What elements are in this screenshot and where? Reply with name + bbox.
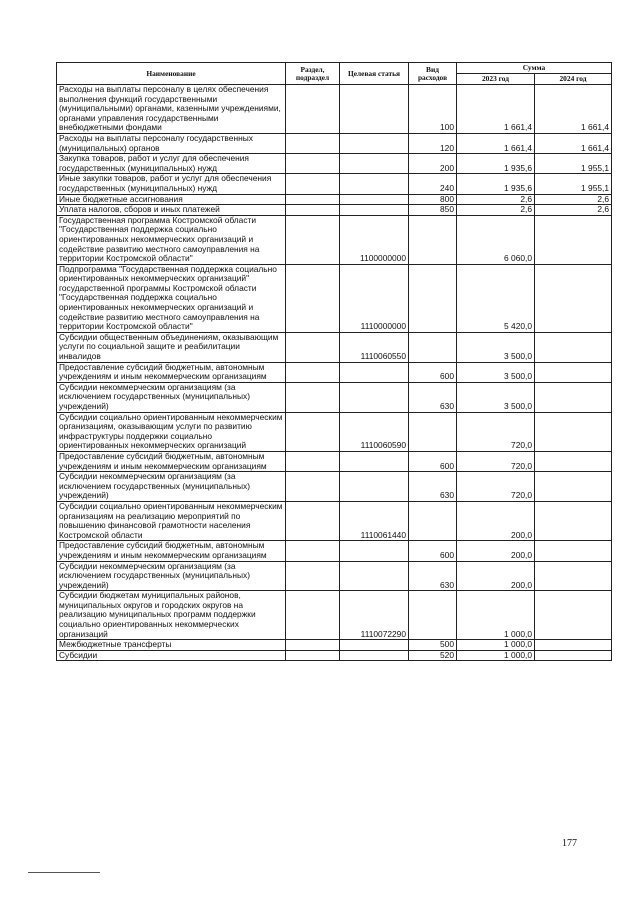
cell-name: Расходы на выплаты персоналу в целях обеспечения выполнения функций государственными (муниципальными) органами, казенными учреждениями, органами управления государственными внебюджетными фондами bbox=[57, 85, 286, 134]
cell-section bbox=[286, 472, 340, 502]
table-row bbox=[57, 215, 612, 264]
cell-2024 bbox=[535, 591, 612, 640]
cell-type: 500 bbox=[409, 640, 457, 651]
cell-type: 100 bbox=[409, 85, 457, 134]
cell-section bbox=[286, 133, 340, 153]
table-row bbox=[57, 472, 612, 502]
cell-2023: 200,0 bbox=[457, 561, 535, 591]
header-name: Наименование bbox=[57, 63, 286, 85]
cell-2023: 1 935,6 bbox=[457, 174, 535, 194]
cell-type bbox=[409, 332, 457, 362]
cell-2023: 5 420,0 bbox=[457, 264, 535, 332]
header-section: Раздел, подраздел bbox=[286, 63, 340, 85]
cell-name: Предоставление субсидий бюджетным, автономным учреждениям и иным некоммерческим организациям bbox=[57, 362, 286, 382]
table-body bbox=[57, 85, 612, 661]
cell-2023: 3 500,0 bbox=[457, 362, 535, 382]
cell-2024 bbox=[535, 501, 612, 540]
cell-target: 1110060550 bbox=[340, 332, 409, 362]
cell-name: Предоставление субсидий бюджетным, автономным учреждениям и иным некоммерческим организациям bbox=[57, 451, 286, 471]
cell-section bbox=[286, 412, 340, 451]
cell-section bbox=[286, 194, 340, 205]
cell-2023: 200,0 bbox=[457, 501, 535, 540]
table-row bbox=[57, 174, 612, 194]
cell-2023: 720,0 bbox=[457, 451, 535, 471]
cell-name: Субсидии некоммерческим организациям (за исключением государственных (муниципальных) учреждений) bbox=[57, 472, 286, 502]
cell-2024 bbox=[535, 215, 612, 264]
table-row bbox=[57, 362, 612, 382]
cell-target bbox=[340, 174, 409, 194]
cell-target bbox=[340, 133, 409, 153]
cell-section bbox=[286, 174, 340, 194]
footnote-divider bbox=[28, 872, 100, 873]
table-row bbox=[57, 640, 612, 651]
table-row bbox=[57, 591, 612, 640]
table-row bbox=[57, 412, 612, 451]
cell-2024 bbox=[535, 451, 612, 471]
cell-target: 1110061440 bbox=[340, 501, 409, 540]
cell-name: Субсидии общественным объединениям, оказывающим услуги по социальной защите и реабилитации инвалидов bbox=[57, 332, 286, 362]
cell-target bbox=[340, 640, 409, 651]
cell-2023: 3 500,0 bbox=[457, 382, 535, 412]
header-type: Вид расходов bbox=[409, 63, 457, 85]
cell-section bbox=[286, 650, 340, 661]
cell-section bbox=[286, 451, 340, 471]
header-year-2023: 2023 год bbox=[457, 74, 535, 85]
cell-2024 bbox=[535, 561, 612, 591]
cell-2024: 1 955,1 bbox=[535, 174, 612, 194]
table-row bbox=[57, 332, 612, 362]
cell-type: 600 bbox=[409, 541, 457, 561]
cell-type: 520 bbox=[409, 650, 457, 661]
page-number: 177 bbox=[562, 838, 577, 849]
cell-type: 240 bbox=[409, 174, 457, 194]
cell-target bbox=[340, 362, 409, 382]
cell-target bbox=[340, 205, 409, 216]
cell-section bbox=[286, 541, 340, 561]
cell-2024 bbox=[535, 472, 612, 502]
table-row bbox=[57, 154, 612, 174]
cell-section bbox=[286, 264, 340, 332]
cell-type: 120 bbox=[409, 133, 457, 153]
cell-type: 200 bbox=[409, 154, 457, 174]
cell-name: Иные бюджетные ассигнования bbox=[57, 194, 286, 205]
cell-type: 630 bbox=[409, 382, 457, 412]
cell-target bbox=[340, 541, 409, 561]
cell-2024: 2,6 bbox=[535, 194, 612, 205]
cell-target bbox=[340, 194, 409, 205]
cell-target: 1110072290 bbox=[340, 591, 409, 640]
cell-target: 1110060590 bbox=[340, 412, 409, 451]
cell-section bbox=[286, 382, 340, 412]
cell-type bbox=[409, 501, 457, 540]
cell-type: 850 bbox=[409, 205, 457, 216]
cell-2024 bbox=[535, 382, 612, 412]
cell-name: Субсидии bbox=[57, 650, 286, 661]
cell-name: Субсидии социально ориентированным некоммерческим организациям, оказывающим услуги по развитию инфраструктуры поддержки социально ориентированных некоммерческих организаций bbox=[57, 412, 286, 451]
table-row bbox=[57, 85, 612, 134]
table-row bbox=[57, 451, 612, 471]
budget-table bbox=[56, 62, 612, 661]
cell-2023: 200,0 bbox=[457, 541, 535, 561]
cell-name: Предоставление субсидий бюджетным, автономным учреждениям и иным некоммерческим организациям bbox=[57, 541, 286, 561]
cell-target bbox=[340, 382, 409, 412]
cell-name: Межбюджетные трансферты bbox=[57, 640, 286, 651]
cell-section bbox=[286, 640, 340, 651]
cell-2023: 3 500,0 bbox=[457, 332, 535, 362]
cell-section bbox=[286, 362, 340, 382]
cell-2023: 2,6 bbox=[457, 194, 535, 205]
cell-2023: 1 000,0 bbox=[457, 640, 535, 651]
cell-target bbox=[340, 561, 409, 591]
cell-type: 600 bbox=[409, 451, 457, 471]
cell-section bbox=[286, 154, 340, 174]
cell-name: Расходы на выплаты персоналу государственных (муниципальных) органов bbox=[57, 133, 286, 153]
table-row bbox=[57, 501, 612, 540]
cell-2023: 1 935,6 bbox=[457, 154, 535, 174]
cell-2023: 1 661,4 bbox=[457, 133, 535, 153]
cell-target bbox=[340, 472, 409, 502]
table-row bbox=[57, 561, 612, 591]
cell-type: 600 bbox=[409, 362, 457, 382]
cell-type bbox=[409, 215, 457, 264]
cell-type: 800 bbox=[409, 194, 457, 205]
cell-name: Уплата налогов, сборов и иных платежей bbox=[57, 205, 286, 216]
cell-type: 630 bbox=[409, 561, 457, 591]
table-row bbox=[57, 205, 612, 216]
cell-target: 1110000000 bbox=[340, 264, 409, 332]
cell-2024: 1 661,4 bbox=[535, 85, 612, 134]
cell-2023: 1 000,0 bbox=[457, 591, 535, 640]
cell-section bbox=[286, 85, 340, 134]
cell-section bbox=[286, 561, 340, 591]
cell-2023: 720,0 bbox=[457, 412, 535, 451]
table-row bbox=[57, 650, 612, 661]
cell-2023: 720,0 bbox=[457, 472, 535, 502]
cell-2024 bbox=[535, 264, 612, 332]
table-row bbox=[57, 194, 612, 205]
table-row bbox=[57, 133, 612, 153]
cell-target: 1100000000 bbox=[340, 215, 409, 264]
cell-section bbox=[286, 591, 340, 640]
cell-2024: 2,6 bbox=[535, 205, 612, 216]
header-sum: Сумма bbox=[457, 63, 612, 74]
cell-section bbox=[286, 215, 340, 264]
cell-section bbox=[286, 501, 340, 540]
cell-target bbox=[340, 650, 409, 661]
cell-name: Государственная программа Костромской области "Государственная поддержка социально ориентированных некоммерческих организаций и содействие развитию местного самоуправления на территории Костромской области" bbox=[57, 215, 286, 264]
header-target: Целевая статья bbox=[340, 63, 409, 85]
table-row bbox=[57, 382, 612, 412]
cell-section bbox=[286, 332, 340, 362]
cell-type bbox=[409, 591, 457, 640]
cell-2023: 1 661,4 bbox=[457, 85, 535, 134]
cell-target bbox=[340, 154, 409, 174]
cell-type bbox=[409, 412, 457, 451]
cell-name: Субсидии некоммерческим организациям (за исключением государственных (муниципальных) учреждений) bbox=[57, 561, 286, 591]
cell-2023: 1 000,0 bbox=[457, 650, 535, 661]
cell-type: 630 bbox=[409, 472, 457, 502]
header-year-2024: 2024 год bbox=[535, 74, 612, 85]
cell-2023: 6 060,0 bbox=[457, 215, 535, 264]
cell-2024 bbox=[535, 650, 612, 661]
cell-2024 bbox=[535, 541, 612, 561]
cell-2024: 1 661,4 bbox=[535, 133, 612, 153]
cell-target bbox=[340, 85, 409, 134]
table-row bbox=[57, 541, 612, 561]
cell-section bbox=[286, 205, 340, 216]
cell-2023: 2,6 bbox=[457, 205, 535, 216]
table-row bbox=[57, 264, 612, 332]
cell-name: Закупка товаров, работ и услуг для обеспечения государственных (муниципальных) нужд bbox=[57, 154, 286, 174]
cell-target bbox=[340, 451, 409, 471]
cell-name: Субсидии бюджетам муниципальных районов, муниципальных округов и городских округов на реализацию муниципальных программ поддержки социально ориентированных некоммерческих организаций bbox=[57, 591, 286, 640]
cell-2024 bbox=[535, 332, 612, 362]
cell-type bbox=[409, 264, 457, 332]
cell-2024 bbox=[535, 640, 612, 651]
cell-2024 bbox=[535, 412, 612, 451]
cell-name: Иные закупки товаров, работ и услуг для обеспечения государственных (муниципальных) нужд bbox=[57, 174, 286, 194]
cell-name: Подпрограмма "Государственная поддержка социально ориентированных некоммерческих организаций" государственной программы Костромской области "Государственная поддержка социально ориентированных некоммерческих организаций и содействие развитию местного самоуправления на территории Костромской области" bbox=[57, 264, 286, 332]
cell-name: Субсидии социально ориентированным некоммерческим организациям на реализацию мероприятий по повышению финансовой грамотности населения Костромской области bbox=[57, 501, 286, 540]
cell-2024: 1 955,1 bbox=[535, 154, 612, 174]
cell-2024 bbox=[535, 362, 612, 382]
cell-name: Субсидии некоммерческим организациям (за исключением государственных (муниципальных) учреждений) bbox=[57, 382, 286, 412]
